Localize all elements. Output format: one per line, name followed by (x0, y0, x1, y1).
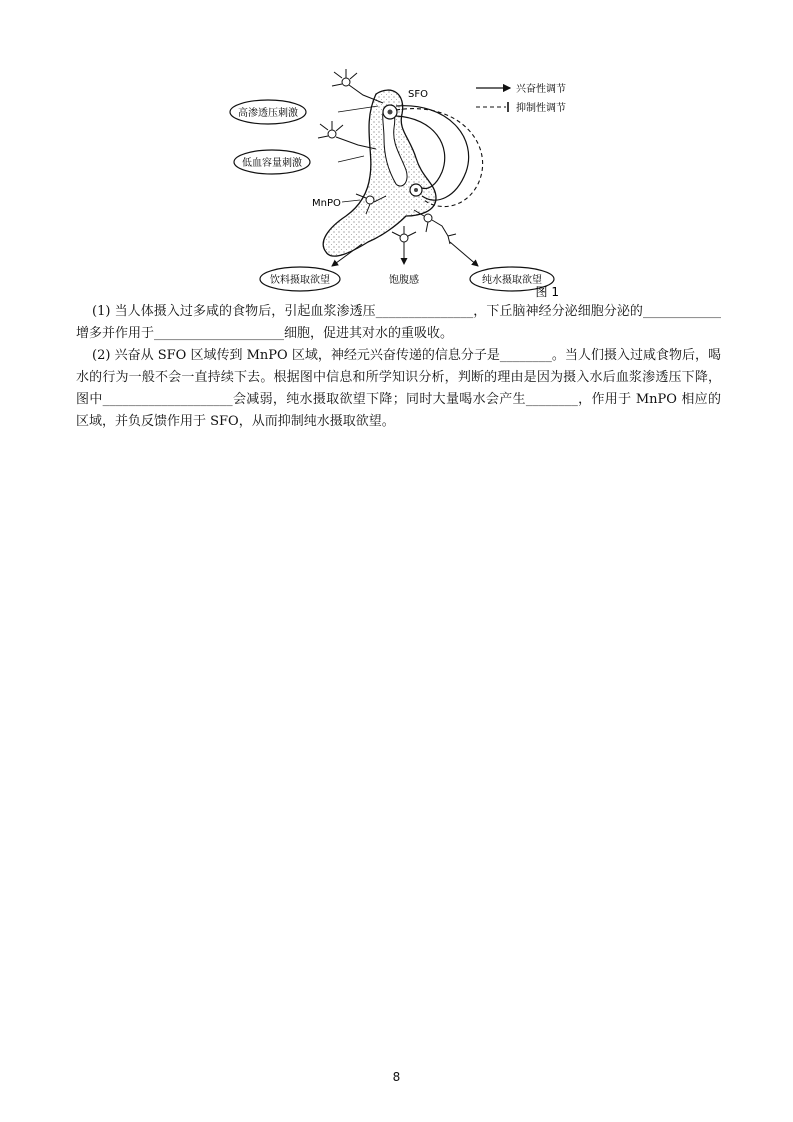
question-1 (76, 301, 721, 345)
question-2-number: (2) (92, 348, 111, 363)
neuron-low-volume (318, 121, 376, 149)
brain-region-outline (323, 90, 436, 256)
label-sfo: SFO (408, 89, 428, 100)
label-mnpo: MnPO (312, 198, 341, 209)
diagram-svg (228, 66, 568, 302)
neuron-satiety (392, 226, 416, 256)
stim-low-volume: 低血容量刺激 (242, 158, 302, 169)
page-number: 8 (392, 1070, 401, 1084)
hypothalamus-diagram (228, 66, 568, 302)
question-1-text: 当人体摄入过多咸的食物后，引起血浆渗透压_______________，下丘脑神经分泌细胞分泌的____________增多并作用于____________________细胞，促进其对水的重吸收。 (76, 304, 721, 341)
question-2 (76, 345, 721, 433)
figure-caption: 图 1 (535, 285, 559, 299)
question-2-text: 兴奋从 SFO 区域传到 MnPO 区域，神经元兴奋传递的信息分子是________。当人们摄入过咸食物后，喝水的行为一般不会一直持续下去。根据图中信息和所学知识分析，判断的理由是因为摄入水后血浆渗透压下降，图中____________________会减弱，纯水摄取欲望下降；同时大量喝水会产生________，作用于 MnPO 相应的区域，并负反馈作用于 SFO，从而抑制纯水摄取欲望。 (76, 348, 721, 429)
out-water-desire: 纯水摄取欲望 (482, 275, 542, 286)
legend-inhibit-label: 抑制性调节 (516, 103, 566, 114)
out-satiety: 饱腹感 (389, 275, 419, 286)
out-drink-desire: 饮料摄取欲望 (270, 275, 330, 286)
question-1-number: (1) (92, 304, 111, 319)
stim-high-osmotic: 高渗透压刺激 (238, 108, 298, 119)
neuron-lower-right (414, 210, 456, 244)
legend-excite-label: 兴奋性调节 (516, 84, 566, 95)
